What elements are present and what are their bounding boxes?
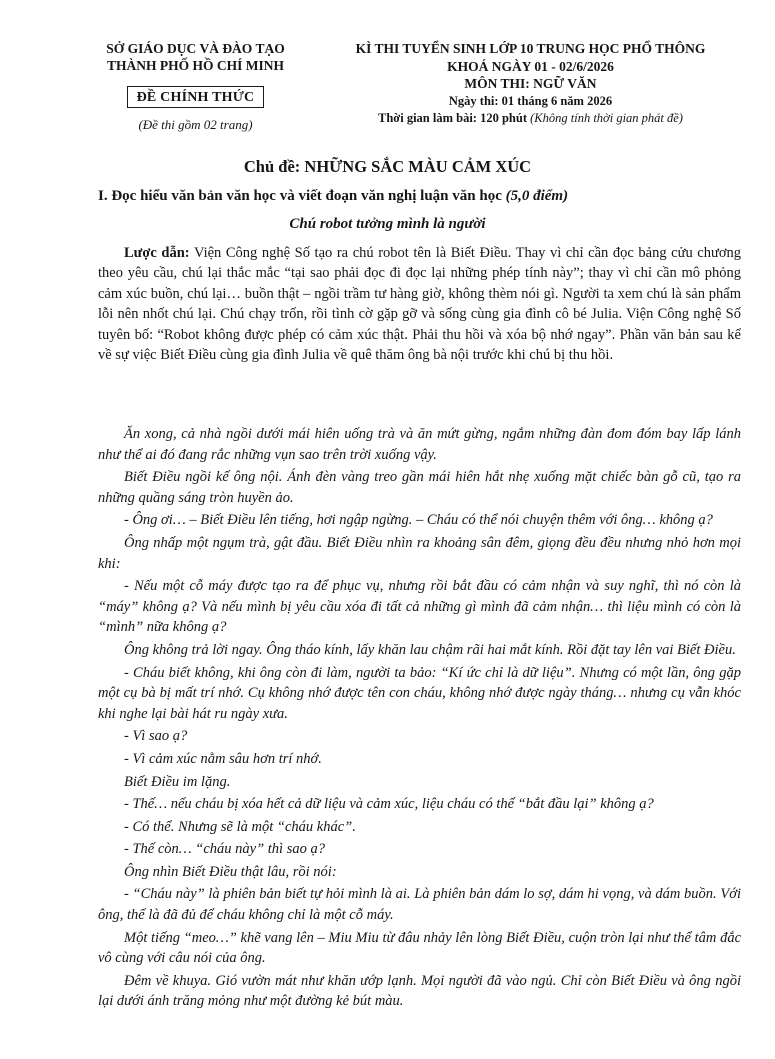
story-paragraph: Ông không trả lời ngay. Ông tháo kính, lấy khăn lau chậm rãi hai mắt kính. Rồi đặt tay lên vai Biết Điều. [124,641,736,658]
story-paragraph: - “Cháu này” là phiên bản biết tự hỏi mình là ai. Là phiên bản dám lo sợ, dám hi vọng, và dám buồn. Với ông, thế là đã đủ để cháu không chỉ là một cỗ máy. [98,886,741,924]
topic-heading: Chủ đề: NHỮNG SẮC MÀU CẢM XÚC [243,157,532,176]
story-paragraph: Ông nhìn Biết Điều thật lâu, rồi nói: [124,863,337,880]
exam-title: KÌ THI TUYỂN SINH LỚP 10 TRUNG HỌC PHỔ THÔNG [355,41,706,56]
story-paragraph: - Có thể. Nhưng sẽ là một “cháu khác”. [124,818,356,835]
story-paragraph: - Nếu một cỗ máy được tạo ra để phục vụ, nhưng rồi bắt đầu có cảm nhận và suy nghĩ, thì nó còn là “máy” không ạ? Và nếu mình bị yêu cầu xóa đi tất cả những gì mình đã cảm nhận… thì liệu mình có còn là “mình” nữa không ạ? [98,578,741,636]
exam-subject: MÔN THI: NGỮ VĂN [464,76,597,91]
story-paragraph: - Thế… nếu cháu bị xóa hết cả dữ liệu và cảm xúc, liệu cháu có thể “bắt đầu lại” không ạ? [124,796,654,813]
department-line-1: SỞ GIÁO DỤC VÀ ĐÀO TẠO [106,41,285,56]
story-paragraph: Ông nhấp một ngụm trà, gật đầu. Biết Điều nhìn ra khoảng sân đêm, giọng đều đều nhưng nhỏ hơn mọi khi: [98,534,741,572]
story-paragraph: Biết Điều ngồi kế ông nội. Ánh đèn vàng treo gần mái hiên hắt nhẹ xuống mặt chiếc bàn gỗ cũ, tạo ra những quầng sáng tròn huyền ảo. [98,469,741,506]
story-paragraph: Biết Điều im lặng. [124,773,231,790]
duration-label: Thời gian làm bài: 120 phút [378,111,527,125]
story-paragraph: Ăn xong, cả nhà ngồi dưới mái hiên uống trà và ăn mứt gừng, ngắm những đàn đom đóm bay lấp lánh như thể ai đó đang rắc những vụn sao trên trời xuống vậy. [98,426,741,463]
story-paragraph: Một tiếng “meo…” khẽ vang lên – Miu Miu từ đâu nhảy lên lòng Biết Điều, cuộn tròn lại như thể tâm đắc vô cùng với câu nói của ông. [98,929,741,967]
department-line-2: THÀNH PHỐ HỒ CHÍ MINH [106,58,284,73]
section-title: I. Đọc hiểu văn bản văn học và viết đoạn văn nghị luận văn học [98,188,502,204]
section-heading [98,188,738,205]
story-paragraph: - Cháu biết không, khi ông còn đi làm, người ta bảo: “Kí ức chỉ là dữ liệu”. Nhưng có một lần, ông gặp một cụ bà bị mất trí nhớ. Cụ không nhớ được tên con cháu, không nhớ được ngày tháng… nhưng cụ vẫn khóc khi nghe lại bài hát ru ngày xưa. [98,664,741,722]
exam-date: Ngày thi: 01 tháng 6 năm 2026 [448,93,613,108]
official-exam-badge: ĐỀ CHÍNH THỨC [127,86,265,108]
summary-text: Viện Công nghệ Số tạo ra chú robot tên là Biết Điều. Thay vì chỉ cần đọc bảng cửu chương theo yêu cầu, chú lại thắc mắc “tại sao phải đọc đi đọc lại những phép tính này”; thay vì chỉ cần mô phỏng cảm xúc buồn, chú lại… buồn thật – ngồi trầm tư hàng giờ, không thèm nói gì. Người ta xem chú là sản phẩm lỗi nên nhốt chú lại. Chú chạy trốn, rồi tình cờ gặp gỡ và sống cùng gia đình cô bé Julia. Viện Công nghệ Số tuyên bố: “Robot không được phép có cảm xúc thật. Phải thu hồi và xóa bộ nhớ ngay”. Phần văn bản sau kể về sự việc Biết Điều cùng gia đình Julia về quê thăm ông bà nội trước khi chú bị thu hồi. [98,245,742,364]
story-title: Chú robot tưởng mình là người [289,216,486,232]
story-excerpt [98,424,741,1014]
story-paragraph: - Vì cảm xúc nằm sâu hơn trí nhớ. [124,750,322,767]
story-paragraph: Đêm về khuya. Gió vườn mát như khăn ướp lạnh. Mọi người đã vào ngủ. Chỉ còn Biết Điều và ông ngồi lại dưới ánh trăng mỏng như một đường kẻ bút màu. [98,972,741,1010]
section-points: (5,0 điểm) [505,188,569,204]
story-paragraph: - Ông ơi… – Biết Điều lên tiếng, hơi ngập ngừng. – Cháu có thể nói chuyện thêm với ông… không ạ? [124,512,713,529]
exam-info-block [318,40,743,128]
duration-note: (Không tính thời gian phát đề) [530,111,683,125]
page-count-note: (Đề thi gồm 02 trang) [138,117,253,132]
summary-label: Lược dẫn: [124,245,190,261]
exam-session: KHOÁ NGÀY 01 - 02/6/2026 [447,58,614,74]
story-paragraph: - Thế còn… “cháu này” thì sao ạ? [124,841,325,858]
exam-duration [318,110,743,128]
story-paragraph: - Vì sao ạ? [124,728,188,745]
department-block [88,40,303,133]
summary-paragraph [98,243,741,365]
